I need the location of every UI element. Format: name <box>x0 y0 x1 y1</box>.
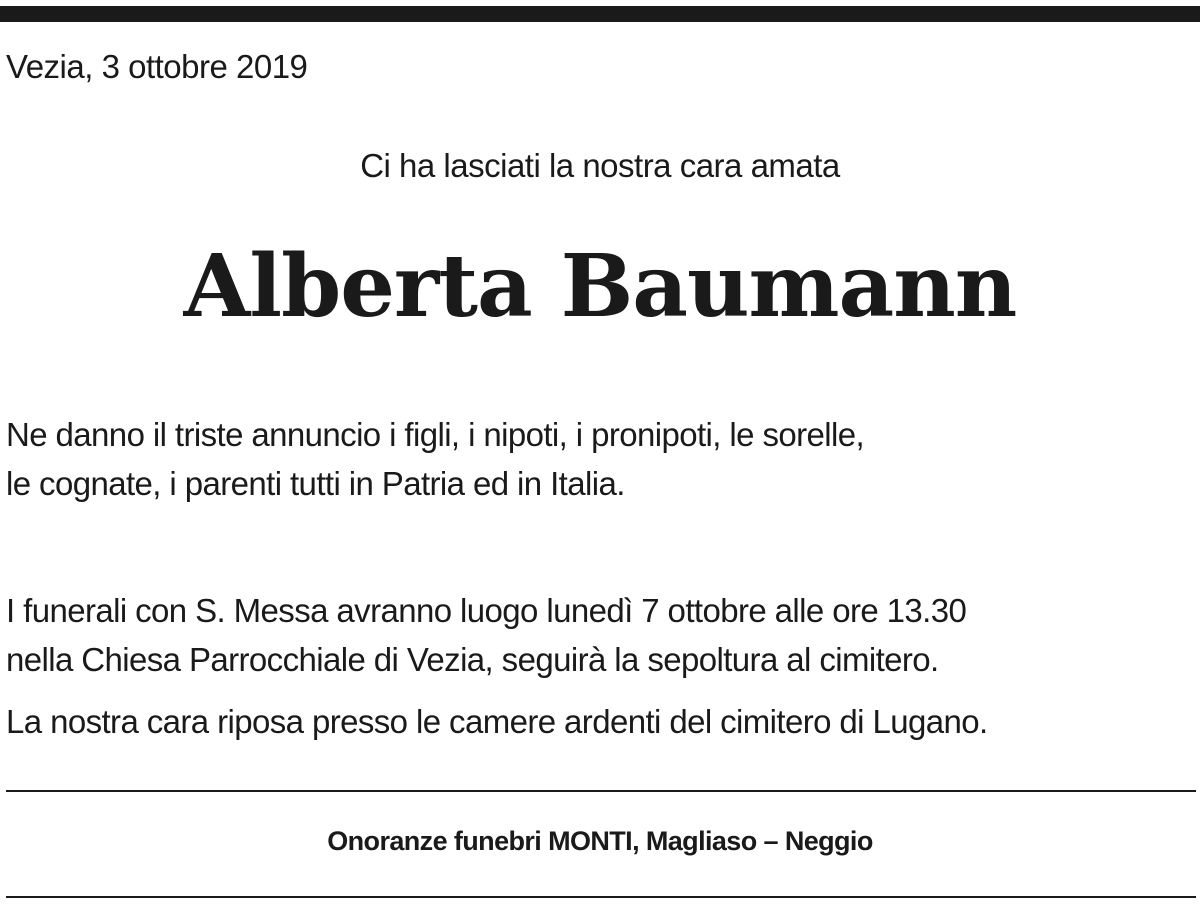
funeral-line: I funerali con S. Messa avranno luogo lunedì 7 ottobre alle ore 13.30 <box>6 592 967 629</box>
bottom-rule <box>6 896 1196 898</box>
deceased-name: Alberta Baumann <box>183 236 1017 337</box>
divider-rule <box>6 790 1196 792</box>
rest-place-line: La nostra cara riposa presso le camere ardenti del cimitero di Lugano. <box>6 703 988 740</box>
announcement-line: Ne danno il triste annuncio i figli, i nipoti, i pronipoti, le sorelle, <box>6 416 865 453</box>
announcement-line: le cognate, i parenti tutti in Patria ed in Italia. <box>6 465 625 502</box>
funeral-paragraph <box>6 586 1196 684</box>
announcement-paragraph <box>6 410 1196 508</box>
funeral-home: Onoranze funebri MONTI, Magliaso – Neggio <box>327 826 873 856</box>
rest-place-paragraph <box>6 697 1196 746</box>
place-date: Vezia, 3 ottobre 2019 <box>6 48 308 85</box>
intro-line: Ci ha lasciati la nostra cara amata <box>360 147 840 184</box>
top-rule <box>0 6 1200 22</box>
funeral-line: nella Chiesa Parrocchiale di Vezia, seguirà la sepoltura al cimitero. <box>6 641 939 678</box>
